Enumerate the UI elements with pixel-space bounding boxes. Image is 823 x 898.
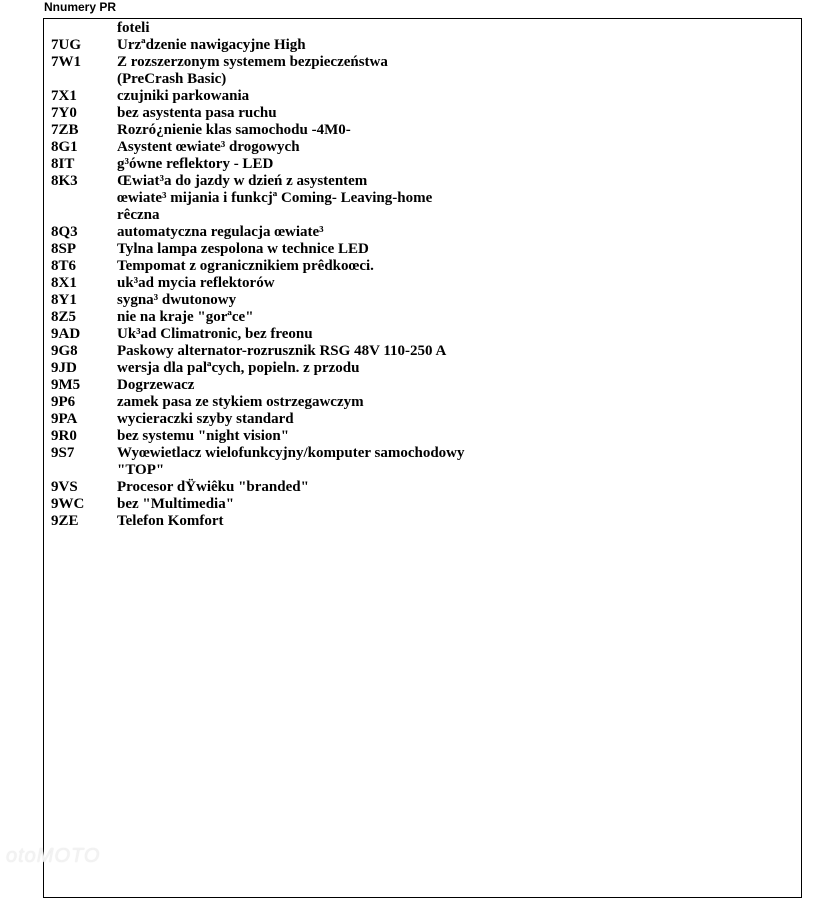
pr-code-row — [51, 326, 465, 343]
pr-code: 9VS — [51, 479, 78, 495]
pr-code — [51, 207, 117, 224]
pr-description: œwiate³ mijania i funkcjª Coming- Leaving-home — [117, 190, 433, 206]
pr-code: 7W1 — [51, 54, 81, 70]
pr-code — [51, 20, 117, 37]
pr-code-row — [51, 496, 465, 513]
pr-code-row — [51, 241, 465, 258]
pr-code-row — [51, 54, 465, 71]
pr-code: 9PA — [51, 411, 78, 427]
pr-code: 9R0 — [51, 428, 77, 444]
pr-description: bez asystenta pasa ruchu — [117, 105, 277, 121]
pr-code: 9S7 — [51, 445, 75, 461]
pr-code: 7ZB — [51, 122, 79, 138]
pr-description: zamek pasa ze stykiem ostrzegawczym — [117, 394, 364, 410]
pr-code-row — [51, 462, 465, 479]
pr-description: Tylna lampa zespolona w technice LED — [117, 241, 369, 257]
pr-description: wycieraczki szyby standard — [117, 411, 294, 427]
pr-description: Uk³ad Climatronic, bez freonu — [117, 326, 313, 342]
pr-code-row — [51, 428, 465, 445]
pr-description: Dogrzewacz — [117, 377, 195, 393]
pr-description: rêczna — [117, 207, 160, 223]
pr-code-row — [51, 139, 465, 156]
pr-description: sygna³ dwutonowy — [117, 292, 237, 308]
pr-description: nie na kraje "gorªce" — [117, 309, 254, 325]
pr-code-row — [51, 190, 465, 207]
pr-code: 8K3 — [51, 173, 78, 189]
pr-code-row — [51, 88, 465, 105]
pr-description: bez "Multimedia" — [117, 496, 235, 512]
pr-code: 8G1 — [51, 139, 78, 155]
pr-code-row — [51, 173, 465, 190]
pr-code-row — [51, 275, 465, 292]
pr-code: 8Q3 — [51, 224, 78, 240]
pr-code-row — [51, 156, 465, 173]
pr-code-row — [51, 207, 465, 224]
pr-code: 9WC — [51, 496, 85, 512]
pr-description: bez systemu "night vision" — [117, 428, 290, 444]
pr-code: 9P6 — [51, 394, 76, 410]
pr-description: Rozró¿nienie klas samochodu -4M0- — [117, 122, 351, 138]
pr-code: 8X1 — [51, 275, 77, 291]
pr-code-row — [51, 411, 465, 428]
pr-code — [51, 190, 117, 207]
pr-code: 8Z5 — [51, 309, 77, 325]
pr-code: 8SP — [51, 241, 77, 257]
pr-code: 7X1 — [51, 88, 77, 104]
pr-code-row — [51, 513, 465, 530]
pr-description: uk³ad mycia reflektorów — [117, 275, 275, 291]
pr-code-row — [51, 37, 465, 54]
pr-code: 9ZE — [51, 513, 79, 529]
pr-description: g³ówne reflektory - LED — [117, 156, 274, 172]
pr-code: 7UG — [51, 37, 81, 53]
pr-code: 8T6 — [51, 258, 77, 274]
pr-code — [51, 71, 117, 88]
pr-codes-box — [43, 18, 802, 898]
pr-description: czujniki parkowania — [117, 88, 250, 104]
pr-code: 8Y1 — [51, 292, 77, 308]
pr-description: (PreCrash Basic) — [117, 71, 227, 87]
pr-code-row — [51, 122, 465, 139]
pr-description: Urzªdzenie nawigacyjne High — [117, 37, 306, 53]
pr-code: 7Y0 — [51, 105, 77, 121]
pr-code-row — [51, 309, 465, 326]
pr-code: 9G8 — [51, 343, 78, 359]
pr-description: Œwiat³a do jazdy w dzień z asystentem — [117, 173, 368, 189]
pr-code-row — [51, 394, 465, 411]
pr-description: Asystent œwiate³ drogowych — [117, 139, 300, 155]
pr-code: 9AD — [51, 326, 81, 342]
pr-description: automatyczna regulacja œwiate³ — [117, 224, 324, 240]
pr-description: Paskowy alternator-rozrusznik RSG 48V 110-250 A — [117, 343, 447, 359]
pr-description: Telefon Komfort — [117, 513, 224, 529]
pr-code: 9JD — [51, 360, 77, 376]
pr-code-row — [51, 105, 465, 122]
pr-description: Z rozszerzonym systemem bezpieczeństwa — [117, 54, 388, 70]
pr-code-row — [51, 343, 465, 360]
pr-description: foteli — [117, 20, 150, 36]
pr-description: Wyœwietlacz wielofunkcyjny/komputer samochodowy — [117, 445, 465, 461]
pr-description: Procesor dŸwiêku "branded" — [117, 479, 309, 495]
pr-description: Tempomat z ogranicznikiem prêdkoœci. — [117, 258, 374, 274]
pr-code-row — [51, 479, 465, 496]
pr-code-row — [51, 20, 465, 37]
watermark-logo: otoMOTO — [6, 845, 101, 867]
pr-code-row — [51, 445, 465, 462]
pr-code — [51, 462, 117, 479]
pr-description: "TOP" — [117, 462, 165, 478]
pr-code-row — [51, 377, 465, 394]
pr-code: 9M5 — [51, 377, 81, 393]
pr-code-row — [51, 224, 465, 241]
pr-code: 8IT — [51, 156, 75, 172]
page-title: Nnumery PR — [44, 0, 117, 14]
pr-code-row — [51, 292, 465, 309]
pr-code-row — [51, 71, 465, 88]
pr-codes-list — [51, 20, 465, 530]
pr-code-row — [51, 360, 465, 377]
pr-code-row — [51, 258, 465, 275]
pr-description: wersja dla palªcych, popieln. z przodu — [117, 360, 360, 376]
